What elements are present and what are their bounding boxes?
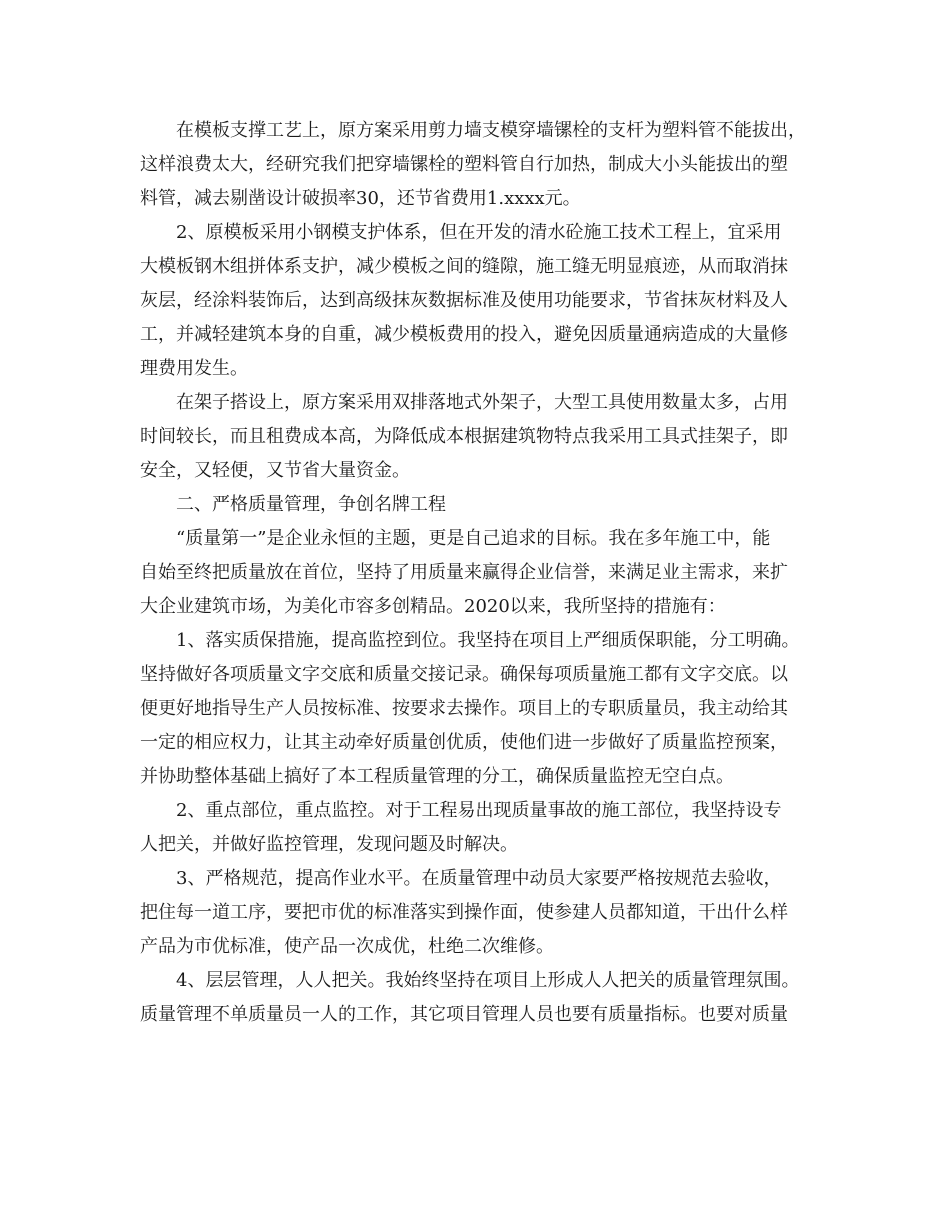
text-line: 坚持做好各项质量文字交底和质量交接记录。确保每项质量施工都有文字交底。以: [140, 664, 788, 685]
text-line: 安全，又轻便，又节省大量资金。: [140, 460, 410, 481]
text-line: 自始至终把质量放在首位，坚持了用质量来赢得企业信誉，来满足业主需求，来扩: [140, 562, 788, 583]
text-line: 2、重点部位，重点监控。对于工程易出现质量事故的施工部位，我坚持设专: [176, 800, 782, 821]
text-line: 理费用发生。: [140, 358, 248, 379]
text-line: 大模板钢木组拼体系支护，减少模板之间的缝隙，施工缝无明显痕迹，从而取消抹: [140, 256, 788, 277]
text-line: 人把关，并做好监控管理，发现问题及时解决。: [140, 834, 518, 855]
text-line: 在架子搭设上，原方案采用双排落地式外架子，大型工具使用数量太多，占用: [176, 392, 788, 413]
text-line: 这样浪费太大，经研究我们把穿墙镙栓的塑料管自行加热，制成大小头能拔出的塑: [140, 154, 788, 175]
text-line: 在模板支撑工艺上，原方案采用剪力墙支模穿墙镙栓的支杆为塑料管不能拔出，: [176, 120, 806, 141]
text-line: 1、落实质保措施，提高监控到位。我坚持在项目上严细质保职能，分工明确。: [176, 630, 800, 651]
text-line: 2、原模板采用小钢模支护体系，但在开发的清水砼施工技术工程上，宜采用: [176, 222, 782, 243]
text-line: 并协助整体基础上搞好了本工程质量管理的分工，确保质量监控无空白点。: [140, 766, 734, 787]
text-line: “质量第一”是企业永恒的主题，更是自己追求的目标。我在多年施工中，能: [176, 528, 771, 549]
text-line: 料管，减去剔凿设计破损率30，还节省费用1.xxxx元。: [140, 188, 581, 209]
text-line: 便更好地指导生产人员按标准、按要求去操作。项目上的专职质量员，我主动给其: [140, 698, 788, 719]
text-line: 灰层，经涂料装饰后，达到高级抹灰数据标准及使用功能要求，节省抹灰材料及人: [140, 290, 788, 311]
text-line: 大企业建筑市场，为美化市容多创精品。2020以来，我所坚持的措施有：: [140, 596, 726, 617]
document-body: [140, 114, 820, 1032]
text-line: 4、层层管理，人人把关。我始终坚持在项目上形成人人把关的质量管理氛围。: [176, 970, 800, 991]
text-line: 时间较长，而且租费成本高，为降低成本根据建筑物特点我采用工具式挂架子，即: [140, 426, 788, 447]
text-line: 二、严格质量管理，争创名牌工程: [176, 494, 446, 515]
text-line: 产品为市优标准，使产品一次成优，杜绝二次维修。: [140, 936, 554, 957]
text-line: 3、严格规范，提高作业水平。在质量管理中动员大家要严格按规范去验收，: [176, 868, 782, 889]
text-line: 把住每一道工序，要把市优的标准落实到操作面，使参建人员都知道，干出什么样: [140, 902, 788, 923]
text-line: 工，并减轻建筑本身的自重，减少模板费用的投入，避免因质量通病造成的大量修: [140, 324, 788, 345]
text-line: 一定的相应权力，让其主动牵好质量创优质，使他们进一步做好了质量监控预案，: [140, 732, 788, 753]
text-line: 质量管理不单质量员一人的工作，其它项目管理人员也要有质量指标。也要对质量: [140, 1004, 788, 1025]
